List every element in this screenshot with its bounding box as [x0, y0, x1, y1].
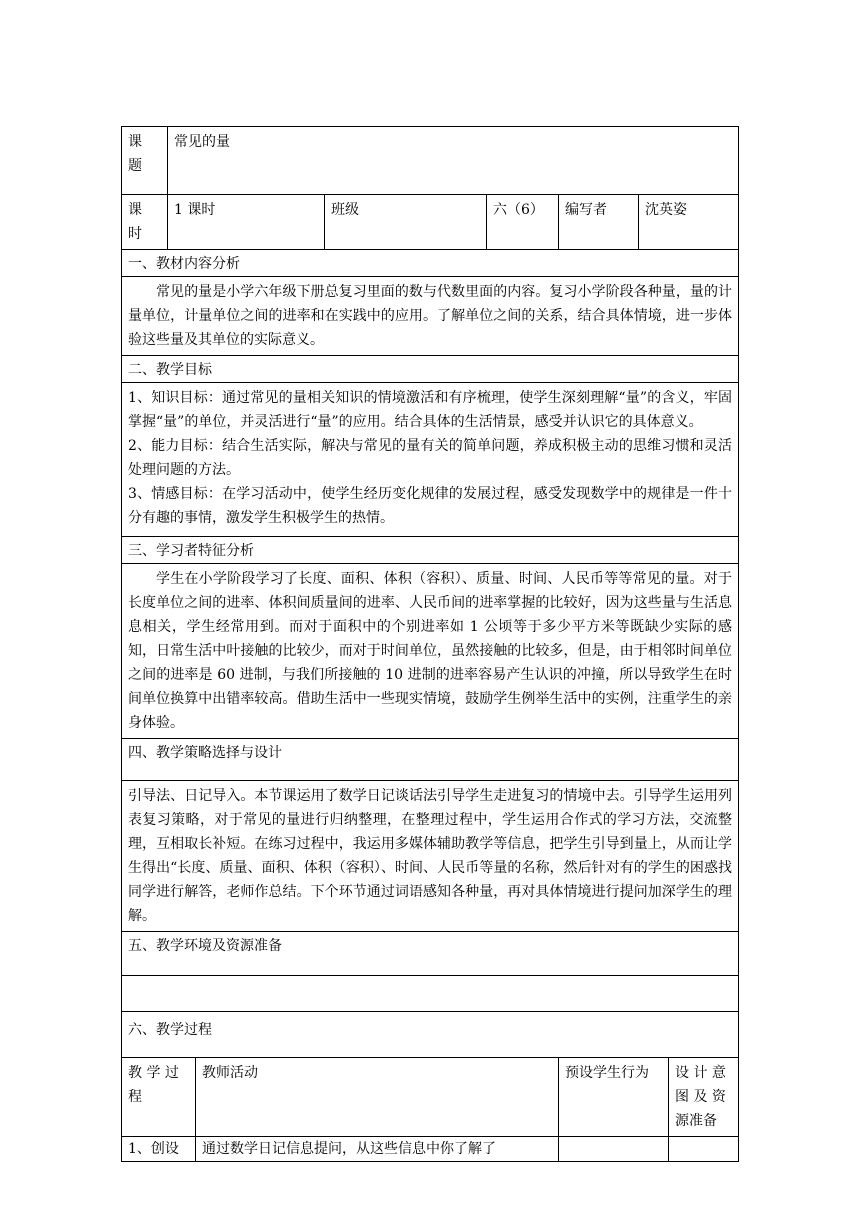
- section-4-title: 四、教学策略选择与设计: [122, 739, 739, 781]
- goal-ability: 2、能力目标：结合生活实际，解决与常见的量有关的简单问题，养成积极主动的思维习惯和灵活处理问题的方法。: [128, 438, 732, 478]
- process-row-1-stage: 1、创设: [122, 1137, 196, 1162]
- section-4-body: [122, 781, 739, 932]
- section-5-body: [122, 976, 739, 1012]
- process-col-student: 预设学生行为: [559, 1058, 669, 1137]
- section-1-text: 常见的量是小学六年级下册总复习里面的数与代数里面的内容。复习小学阶段各种量，量的计量单位，计量单位之间的进率和在实践中的应用。了解单位之间的关系，结合具体情境，进一步体验这些量及其单位的实际意义。: [128, 284, 732, 348]
- author-label: 编写者: [559, 195, 639, 250]
- section-1-body-row: [122, 277, 739, 356]
- topic-label-line1: 课: [128, 134, 142, 150]
- lesson-plan-table: [121, 126, 739, 1162]
- period-row: [122, 195, 739, 250]
- section-4-text: 引导法、日记导入。本节课运用了数学日记谈话法引导学生走进复习的情境中去。引导学生运用列表复习策略，对于常见的量进行归纳整理，在整理过程中，学生运用合作式的学习方法，交流整理，互相取长补短。在练习过程中，我运用多媒体辅助教学等信息，把学生引导到量上，从而让学生得出“长度、质量、面积、体积（容积）、时间、人民币等量的名称，然后针对有的学生的困惑找同学进行解答，老师作总结。下个环节通过词语感知各种量，再对具体情境进行提问加深学生的理解。: [128, 788, 732, 924]
- section-6-title-row: [122, 1012, 739, 1058]
- process-row-1-teacher: 通过数学日记信息提问，从这些信息中你了解了: [196, 1137, 559, 1162]
- section-5-title-row: [122, 932, 739, 976]
- section-1-title-row: [122, 250, 739, 277]
- section-3-body: [122, 564, 739, 739]
- period-label-line1: 课: [128, 202, 142, 218]
- section-2-title-row: [122, 356, 739, 383]
- lesson-plan-sheet: [121, 126, 738, 1162]
- topic-label: [122, 127, 168, 195]
- section-5-body-row: [122, 976, 739, 1012]
- section-1-title: 一、教材内容分析: [122, 250, 739, 277]
- period-label-line2: 时: [128, 226, 142, 242]
- author-value: 沈英姿: [639, 195, 739, 250]
- topic-value: 常见的量: [168, 127, 739, 195]
- topic-label-line2: 题: [128, 158, 142, 174]
- process-row-1: [122, 1137, 739, 1162]
- section-3-title: 三、学习者特征分析: [122, 537, 739, 564]
- section-3-text: 学生在小学阶段学习了长度、面积、体积（容积）、质量、时间、人民币等等常见的量。对于长度单位之间的进率、体积间质量间的进率、人民币间的进率掌握的比较好，因为这些量与生活息息相关，学生经常用到。而对于面积中的个别进率如 1 公顷等于多少平方米等既缺少实际的感知，日常生活中叶接触的比较少，而对于时间单位，虽然接触的比较多，但是，由于相邻时间单位之间的进率是 60 进制，与我们所接触的 10 进制的进率容易产生认识的冲撞，所以导致学生在时间单位换算中出错率较高。借助生活中一些现实情境，鼓励学生例举生活中的实例，注重学生的亲身体验。: [128, 571, 732, 731]
- goal-emotion: 3、情感目标：在学习活动中，使学生经历变化规律的发展过程，感受发现数学中的规律是一件十分有趣的事情，激发学生积极学生的热情。: [128, 486, 732, 526]
- section-3-body-row: [122, 564, 739, 739]
- process-row-1-design: [669, 1137, 739, 1162]
- section-4-title-row: [122, 739, 739, 781]
- section-3-title-row: [122, 537, 739, 564]
- class-value: 六（6）: [487, 195, 559, 250]
- process-row-1-student: [559, 1137, 669, 1162]
- section-5-title: 五、教学环境及资源准备: [122, 932, 739, 976]
- section-2-title: 二、教学目标: [122, 356, 739, 383]
- section-1-body: [122, 277, 739, 356]
- section-4-body-row: [122, 781, 739, 932]
- process-col-design: 设 计 意 图 及 资 源准备: [669, 1058, 739, 1137]
- class-label: 班级: [325, 195, 487, 250]
- process-header-row: [122, 1058, 739, 1137]
- period-value: 1 课时: [168, 195, 325, 250]
- process-col-stage: 教 学 过 程: [122, 1058, 196, 1137]
- goal-knowledge: 1、知识目标：通过常见的量相关知识的情境激活和有序梳理，使学生深刻理解“量”的含义，牢固掌握“量”的单位，并灵活进行“量”的应用。结合具体的生活情景，感受并认识它的具体意义。: [128, 390, 732, 430]
- topic-row: [122, 127, 739, 195]
- section-2-body: [122, 383, 739, 537]
- section-6-title: 六、教学过程: [122, 1012, 739, 1058]
- process-col-teacher: 教师活动: [196, 1058, 559, 1137]
- period-label: [122, 195, 168, 250]
- section-2-body-row: [122, 383, 739, 537]
